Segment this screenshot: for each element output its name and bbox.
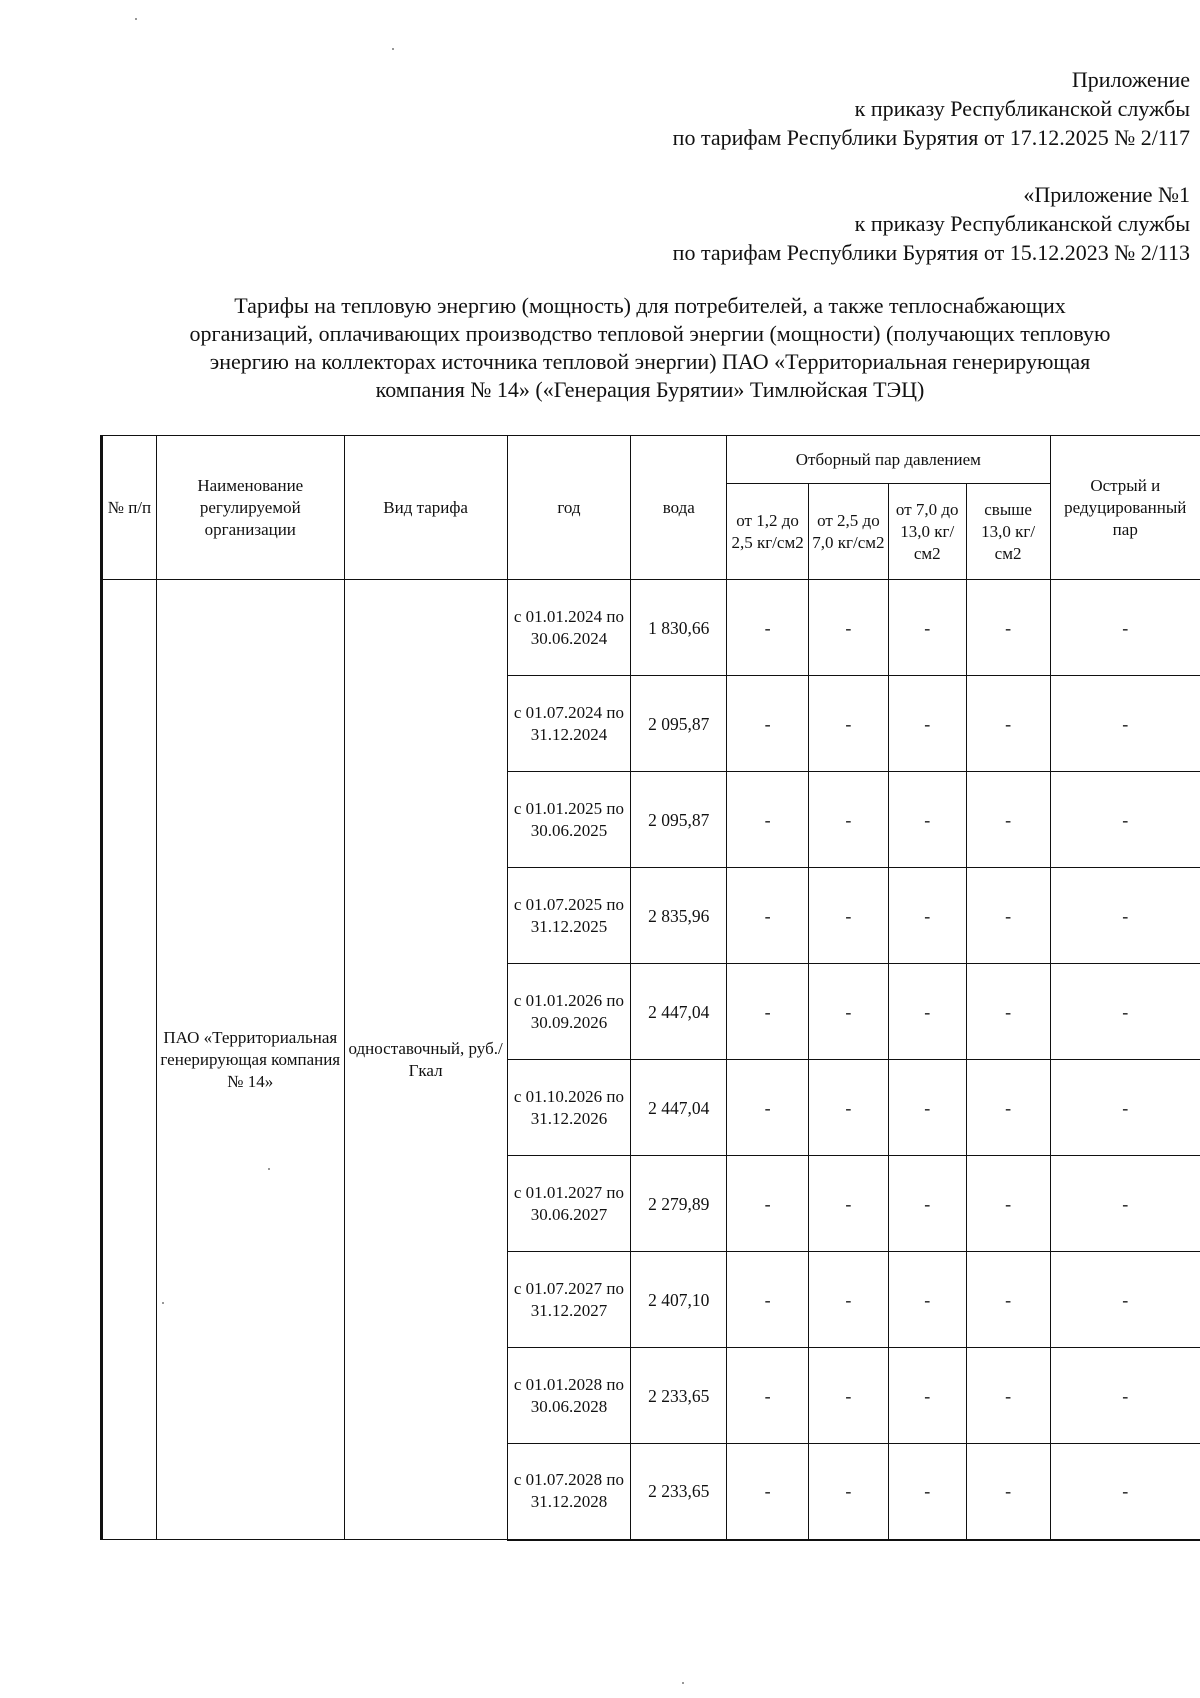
pressure-1-cell: -	[727, 580, 809, 676]
water-cell: 2 095,87	[631, 676, 727, 772]
scan-speck	[162, 1302, 164, 1304]
original-appendix-block	[673, 180, 1190, 267]
table-body	[102, 580, 1200, 1540]
sharp-steam-cell: -	[1050, 1156, 1200, 1252]
appendix-line-2: к приказу Республиканской службы	[854, 96, 1190, 121]
period-cell: с 01.07.2027 по 31.12.2027	[507, 1252, 631, 1348]
sharp-steam-cell: -	[1050, 676, 1200, 772]
water-cell: 1 830,66	[631, 580, 727, 676]
sharp-steam-cell: -	[1050, 772, 1200, 868]
pressure-4-cell: -	[966, 1156, 1050, 1252]
pressure-2-cell: -	[809, 676, 889, 772]
header-pressure-2: от 2,5 до 7,0 кг/см2	[809, 484, 889, 580]
scan-speck	[268, 1168, 270, 1170]
sharp-steam-cell: -	[1050, 868, 1200, 964]
pressure-4-cell: -	[966, 676, 1050, 772]
pressure-3-cell: -	[888, 1348, 966, 1444]
pressure-3-cell: -	[888, 868, 966, 964]
water-cell: 2 233,65	[631, 1348, 727, 1444]
appendix-block	[673, 65, 1190, 152]
title-line-2: организаций, оплачивающих производство тепловой энергии (мощности) (получающих тепловую	[189, 321, 1111, 346]
header-org: Наименование регулируемой организации	[156, 436, 344, 580]
pressure-1-cell: -	[727, 868, 809, 964]
pressure-4-cell: -	[966, 1252, 1050, 1348]
document-title	[110, 292, 1190, 404]
pressure-3-cell: -	[888, 676, 966, 772]
title-line-4: компания № 14» («Генерация Бурятии» Тимлюйская ТЭЦ)	[375, 377, 925, 402]
pressure-1-cell: -	[727, 1348, 809, 1444]
org-name-cell: ПАО «Территориальная генерирующая компания № 14»	[156, 580, 344, 1540]
sharp-steam-cell: -	[1050, 1348, 1200, 1444]
pressure-2-cell: -	[809, 1444, 889, 1540]
pressure-4-cell: -	[966, 1060, 1050, 1156]
period-cell: с 01.07.2024 по 31.12.2024	[507, 676, 631, 772]
pressure-4-cell: -	[966, 772, 1050, 868]
header-steam-group: Отборный пар давлением	[727, 436, 1050, 484]
water-cell: 2 835,96	[631, 868, 727, 964]
header-pressure-4: свыше 13,0 кг/см2	[966, 484, 1050, 580]
pressure-4-cell: -	[966, 868, 1050, 964]
period-cell: с 01.01.2024 по 30.06.2024	[507, 580, 631, 676]
pressure-3-cell: -	[888, 1444, 966, 1540]
pressure-3-cell: -	[888, 1060, 966, 1156]
tariff-table	[100, 435, 1200, 1541]
title-line-1: Тарифы на тепловую энергию (мощность) для потребителей, а также теплоснабжающих	[234, 293, 1066, 318]
sharp-steam-cell: -	[1050, 1444, 1200, 1540]
period-cell: с 01.01.2025 по 30.06.2025	[507, 772, 631, 868]
scan-speck	[135, 18, 137, 20]
row-num-cell	[102, 580, 157, 1540]
period-cell: с 01.01.2026 по 30.09.2026	[507, 964, 631, 1060]
pressure-3-cell: -	[888, 1252, 966, 1348]
sharp-steam-cell: -	[1050, 964, 1200, 1060]
pressure-1-cell: -	[727, 1060, 809, 1156]
sharp-steam-cell: -	[1050, 1252, 1200, 1348]
water-cell: 2 233,65	[631, 1444, 727, 1540]
pressure-3-cell: -	[888, 1156, 966, 1252]
pressure-4-cell: -	[966, 964, 1050, 1060]
pressure-2-cell: -	[809, 868, 889, 964]
pressure-2-cell: -	[809, 1156, 889, 1252]
pressure-1-cell: -	[727, 1252, 809, 1348]
sharp-steam-cell: -	[1050, 580, 1200, 676]
period-cell: с 01.07.2028 по 31.12.2028	[507, 1444, 631, 1540]
header-tariff-type: Вид тарифа	[344, 436, 507, 580]
table-row	[102, 580, 1200, 676]
water-cell: 2 447,04	[631, 964, 727, 1060]
pressure-4-cell: -	[966, 1444, 1050, 1540]
period-cell: с 01.10.2026 по 31.12.2026	[507, 1060, 631, 1156]
pressure-3-cell: -	[888, 580, 966, 676]
period-cell: с 01.01.2027 по 30.06.2027	[507, 1156, 631, 1252]
pressure-2-cell: -	[809, 1348, 889, 1444]
pressure-4-cell: -	[966, 580, 1050, 676]
tariff-type-cell: одноставочный, руб./Гкал	[344, 580, 507, 1540]
pressure-2-cell: -	[809, 772, 889, 868]
water-cell: 2 095,87	[631, 772, 727, 868]
pressure-4-cell: -	[966, 1348, 1050, 1444]
pressure-1-cell: -	[727, 676, 809, 772]
pressure-3-cell: -	[888, 964, 966, 1060]
scan-speck	[682, 1682, 684, 1684]
header-num: № п/п	[102, 436, 157, 580]
pressure-2-cell: -	[809, 964, 889, 1060]
header-year: год	[507, 436, 631, 580]
scan-speck	[392, 48, 394, 50]
appendix-line-1: Приложение	[1071, 67, 1190, 92]
water-cell: 2 447,04	[631, 1060, 727, 1156]
original-appendix-line-1: «Приложение №1	[1023, 182, 1190, 207]
title-line-3: энергию на коллекторах источника тепловой энергии) ПАО «Территориальная генерирующая	[209, 349, 1091, 374]
pressure-1-cell: -	[727, 1444, 809, 1540]
pressure-2-cell: -	[809, 1252, 889, 1348]
pressure-2-cell: -	[809, 1060, 889, 1156]
appendix-line-3: по тарифам Республики Бурятия от 17.12.2025 № 2/117	[672, 125, 1190, 150]
original-appendix-line-3: по тарифам Республики Бурятия от 15.12.2023 № 2/113	[672, 240, 1190, 265]
pressure-1-cell: -	[727, 1156, 809, 1252]
period-cell: с 01.01.2028 по 30.06.2028	[507, 1348, 631, 1444]
original-appendix-line-2: к приказу Республиканской службы	[854, 211, 1190, 236]
pressure-1-cell: -	[727, 772, 809, 868]
header-sharp-steam: Острый и редуцированный пар	[1050, 436, 1200, 580]
pressure-2-cell: -	[809, 580, 889, 676]
pressure-3-cell: -	[888, 772, 966, 868]
sharp-steam-cell: -	[1050, 1060, 1200, 1156]
period-cell: с 01.07.2025 по 31.12.2025	[507, 868, 631, 964]
water-cell: 2 407,10	[631, 1252, 727, 1348]
water-cell: 2 279,89	[631, 1156, 727, 1252]
pressure-1-cell: -	[727, 964, 809, 1060]
header-pressure-1: от 1,2 до 2,5 кг/см2	[727, 484, 809, 580]
header-pressure-3: от 7,0 до 13,0 кг/см2	[888, 484, 966, 580]
header-water: вода	[631, 436, 727, 580]
